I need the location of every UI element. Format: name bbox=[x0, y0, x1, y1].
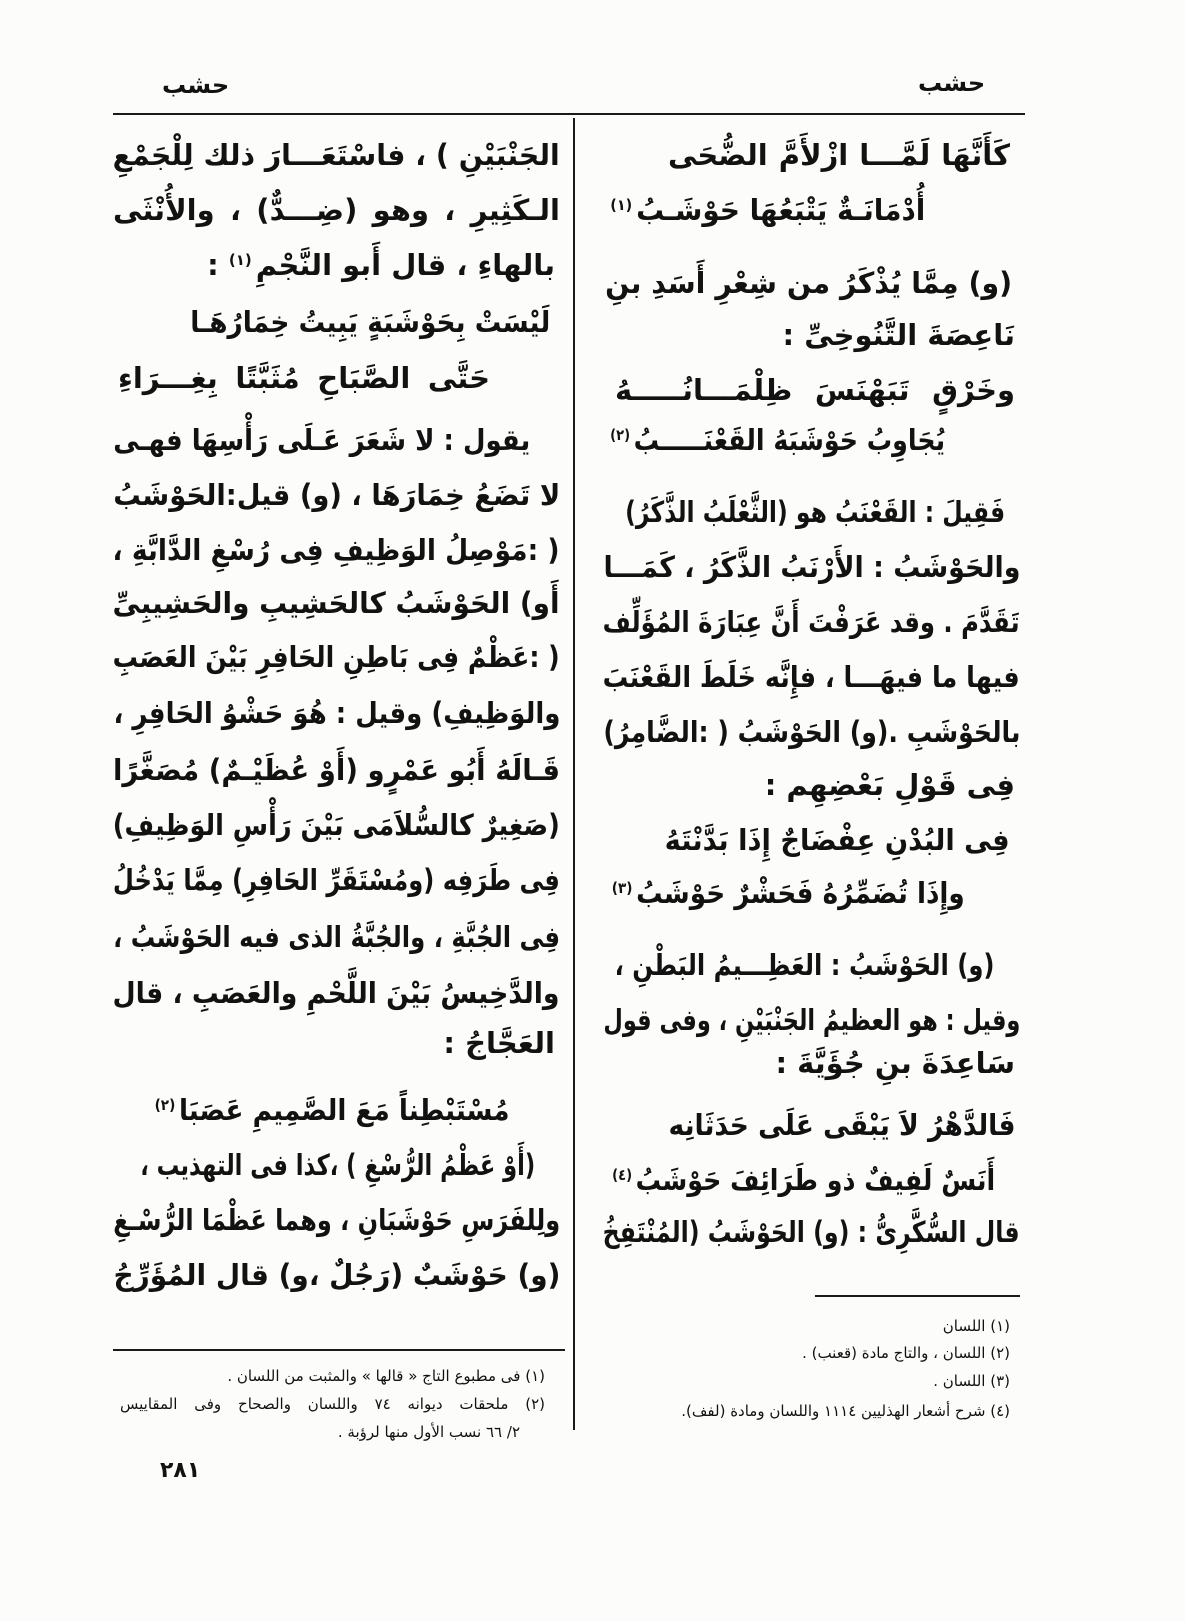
verse-line bbox=[113, 1083, 560, 1137]
line-text: فِى الجُبَّةِ ، والجُبَّةُ الذى فيه الحَوْشَبُ ، bbox=[113, 920, 560, 954]
line-text: وقيل : هو العظيمُ الجَنْبَيْنِ ، وفى قول bbox=[602, 1003, 1020, 1037]
footnote-text: ٢/ ٦٦ نسب الأول منها لرؤبة . bbox=[337, 1423, 520, 1441]
text-line bbox=[113, 183, 560, 237]
footnote-text: (٣) اللسان . bbox=[933, 1372, 1010, 1390]
line-content bbox=[113, 910, 560, 964]
footnote bbox=[113, 1420, 560, 1444]
text-line bbox=[113, 413, 560, 467]
line-text: فَالدَّهْرُ لاَ يَبْقَى عَلَى حَدَثَانِه bbox=[667, 1108, 1015, 1142]
text-line bbox=[603, 485, 1020, 539]
text-line bbox=[603, 256, 1020, 310]
text-line bbox=[113, 798, 560, 852]
line-content bbox=[113, 1248, 560, 1302]
line-text: حَتَّى الصَّبَاحِ مُثَبَّتًا بِغِـــرَاءِ bbox=[118, 361, 490, 395]
footnote bbox=[603, 1314, 1020, 1338]
footnote-marker: (١) bbox=[609, 196, 632, 214]
text-line bbox=[113, 686, 560, 740]
footnote-marker: (٣) bbox=[611, 879, 633, 897]
line-text: نَاعِصَةَ التَّنُوخِىِّ : bbox=[782, 318, 1015, 352]
footnote bbox=[603, 1369, 1020, 1393]
footnote-text: (١) فى مطبوع التاج « قالها » والمثبت من اللسان . bbox=[227, 1367, 545, 1385]
line-content bbox=[665, 813, 1010, 867]
line-content bbox=[113, 798, 560, 852]
text-line bbox=[113, 1016, 560, 1070]
line-text: فَقِيلَ : القَعْنَبُ هو (الثَّعْلَبُ الذَّكَرُ) bbox=[624, 495, 1005, 529]
text-line bbox=[603, 650, 1020, 704]
footnote-marker: (٢) bbox=[610, 426, 630, 444]
line-content bbox=[603, 705, 1020, 759]
verse-line bbox=[603, 363, 1020, 417]
footnote-text: (١) اللسان bbox=[942, 1317, 1010, 1335]
text-line bbox=[113, 576, 560, 630]
line-content bbox=[113, 523, 560, 577]
line-content bbox=[113, 743, 560, 797]
line-text: فيها ما فيهَـــا ، فإِنَّه خَلَطَ القَعْنَبَ bbox=[603, 660, 1020, 694]
text-line bbox=[113, 1138, 560, 1192]
text-line bbox=[113, 630, 560, 684]
line-content bbox=[113, 128, 560, 182]
line-text: فِى البُدْنِ عِفْضَاجٌ إِذَا بَدَّنْتَهُ bbox=[665, 823, 1010, 857]
line-text: قال السُّكَّرِىُّ : (و) الحَوْشَبُ (المُنْتَفِخُ bbox=[603, 1215, 1020, 1249]
text-line bbox=[603, 1205, 1020, 1259]
line-text: ولِلفَرَسِ حَوْشَبَانِ ، وهما عَظْمَا الرُّسْـغِ bbox=[113, 1203, 560, 1237]
footnote bbox=[603, 1341, 1020, 1365]
line-content bbox=[113, 468, 560, 522]
text-line bbox=[603, 1036, 1020, 1090]
line-content bbox=[603, 1205, 1020, 1259]
line-content bbox=[155, 1083, 510, 1137]
page-number: ٢٨١ bbox=[160, 1458, 201, 1483]
line-content bbox=[113, 966, 560, 1020]
line-text: (أَوْ عَظْمُ الرُّسْغِ ) ،كذا فى التهذيب ، bbox=[139, 1148, 535, 1182]
line-text: يقول : لا شَعَرَ عَـلَى رَأْسِهَا فهـى bbox=[113, 423, 530, 457]
line-content bbox=[603, 650, 1020, 704]
line-text: (صَغِيرٌ كالسُّلاَمَى بَيْنَ رَأْسِ الوَظِيفِ) bbox=[112, 808, 560, 842]
verse-line bbox=[603, 1153, 1020, 1207]
line-text: (و) الحَوْشَبُ : العَظِـــيمُ البَطْنِ ، bbox=[615, 948, 995, 982]
line-text: سَاعِدَةَ بنِ جُؤَيَّةَ : bbox=[775, 1046, 1015, 1080]
running-head-left: حشب bbox=[162, 71, 230, 99]
footnote bbox=[603, 1399, 1020, 1423]
line-text-tail: : bbox=[207, 248, 229, 282]
line-content bbox=[615, 938, 995, 992]
line-text: وإِذَا تُضَمِّرُهُ فَحَشْرٌ حَوْشَبُ bbox=[636, 876, 965, 910]
line-text: ( :مَوْصِلُ الوَظِيفِ فِى رُسْغِ الدَّابَّةِ ، bbox=[112, 533, 560, 567]
text-line bbox=[603, 758, 1020, 812]
line-content bbox=[603, 595, 1020, 649]
line-content bbox=[625, 485, 1005, 539]
line-content bbox=[775, 1036, 1015, 1090]
line-text: تَقَدَّمَ . وقد عَرَفْتَ أَنَّ عِبَارَةَ المُؤَلِّف bbox=[603, 605, 1020, 639]
footnote-text: (٢) اللسان ، والتاج مادة (قعنب) . bbox=[802, 1344, 1010, 1362]
line-content bbox=[668, 128, 1010, 182]
line-text: العَجَّاجُ : bbox=[443, 1026, 555, 1060]
text-line bbox=[113, 1193, 560, 1247]
verse-line bbox=[603, 128, 1020, 182]
text-line bbox=[603, 938, 1020, 992]
line-content bbox=[610, 413, 945, 467]
text-line bbox=[113, 1248, 560, 1302]
line-text: الـكَثِيرِ ، وهو (ضِـــدٌّ) ، والأُنْثَى bbox=[113, 193, 560, 227]
line-text: قَـالَهُ أَبُو عَمْرٍو (أَوْ عُظَيْـمٌ) مُصَغَّرًا bbox=[112, 753, 560, 787]
line-content bbox=[113, 853, 560, 907]
footnote-marker: (٢) bbox=[154, 1096, 176, 1114]
line-text: والدَّخِيسُ بَيْنَ اللَّحْمِ والعَصَبِ ، قال bbox=[112, 976, 560, 1010]
line-text: أَو) الحَوْشَبُ كالحَشِيبِ والحَشِيبِىِّ bbox=[112, 586, 560, 620]
line-text: لا تَضَعُ خِمَارَهَا ، (و) قيل:الحَوْشَبُ bbox=[113, 478, 560, 512]
line-text: مُسْتَبْطِناً مَعَ الصَّمِيمِ عَصَبَا bbox=[179, 1093, 510, 1127]
line-text: والوَظِيفِ) وقيل : هُوَ حَشْوُ الحَافِرِ ، bbox=[113, 696, 560, 730]
text-line bbox=[603, 540, 1020, 594]
line-content bbox=[113, 413, 530, 467]
line-content bbox=[190, 295, 550, 349]
left-column bbox=[113, 0, 560, 1621]
line-content bbox=[612, 1153, 995, 1207]
line-text: يُجَاوِبُ حَوْشَبَهُ القَعْنَـــــبُ bbox=[633, 423, 945, 457]
line-content bbox=[612, 866, 965, 920]
text-line bbox=[113, 910, 560, 964]
line-content bbox=[765, 758, 1015, 812]
right-column bbox=[603, 0, 1020, 1621]
footnote-text: (٢) ملحقات ديوانه ٧٤ واللسان والصحاح وفى المقاييس bbox=[120, 1395, 545, 1413]
line-content bbox=[140, 1138, 535, 1192]
footnote-marker: (١) bbox=[228, 251, 252, 269]
line-text: الجَنْبَيْنِ ) ، فاسْتَعَـــارَ ذلك لِلْجَمْعِ bbox=[112, 138, 560, 172]
line-text: ( :عَظْمٌ فِى بَاطِنِ الحَافِرِ بَيْنَ العَصَبِ bbox=[112, 640, 560, 674]
line-content bbox=[443, 1016, 555, 1070]
footnote bbox=[113, 1364, 560, 1388]
line-text: فِى طَرَفِه (ومُسْتَقَرِّ الحَافِرِ) مِمَّا يَدْخُلُ bbox=[112, 863, 560, 897]
line-text: أَنَسٌ لَفِيفٌ ذو طَرَائِفَ حَوْشَبُ bbox=[635, 1163, 995, 1197]
text-line bbox=[113, 523, 560, 577]
text-line bbox=[113, 966, 560, 1020]
line-content bbox=[668, 1098, 1015, 1152]
line-text: بالحَوْشَبِ .(و) الحَوْشَبُ ( :الضَّامِرُ) bbox=[602, 715, 1020, 749]
line-text: كَأَنَّهَا لَمَّـــا ازْلأَمَّ الضُّحَى bbox=[668, 138, 1010, 172]
verse-line bbox=[603, 183, 1020, 237]
verse-line bbox=[603, 813, 1020, 867]
line-text: فِى قَوْلِ بَعْضِهِم : bbox=[764, 768, 1015, 802]
text-line bbox=[113, 128, 560, 182]
line-text: أُدْمَانَـةٌ يَتْبَعُهَا حَوْشَـبُ bbox=[635, 193, 925, 227]
line-content bbox=[118, 351, 490, 405]
line-content bbox=[605, 256, 1012, 310]
footnote-marker: (٤) bbox=[612, 1166, 632, 1184]
line-content bbox=[113, 183, 560, 237]
line-content bbox=[615, 363, 1015, 417]
line-text: (و) مِمَّا يُذْكَرُ من شِعْرِ أَسَدِ بنِ bbox=[605, 266, 1012, 300]
text-line bbox=[603, 595, 1020, 649]
line-content bbox=[603, 540, 1020, 594]
text-line bbox=[603, 705, 1020, 759]
line-content bbox=[113, 630, 560, 684]
line-text: وخَرْقٍ تَبَهْنَسَ ظِلْمَـــانُـــــهُ bbox=[615, 373, 1015, 407]
text-line bbox=[603, 308, 1020, 362]
line-content bbox=[113, 686, 560, 740]
verse-line bbox=[113, 295, 560, 349]
footnote bbox=[113, 1392, 560, 1416]
line-text: لَيْسَتْ بِحَوْشَبَةٍ يَبِيتُ خِمَارُهَـا bbox=[190, 305, 550, 339]
verse-line bbox=[603, 866, 1020, 920]
text-line bbox=[113, 238, 560, 292]
line-content bbox=[783, 308, 1015, 362]
line-text: بالهاءِ ، قال أَبو النَّجْمِ bbox=[255, 248, 555, 282]
verse-line bbox=[603, 1098, 1020, 1152]
text-line bbox=[113, 743, 560, 797]
line-text: والحَوْشَبُ : الأَرْنَبُ الذَّكَرُ ، كَمَـــا bbox=[602, 550, 1020, 584]
text-line bbox=[113, 853, 560, 907]
line-content bbox=[207, 238, 555, 292]
verse-line bbox=[113, 351, 560, 405]
verse-line bbox=[603, 413, 1020, 467]
line-content bbox=[610, 183, 925, 237]
running-head-right: حشب bbox=[918, 69, 986, 97]
footnote-text: (٤) شرح أشعار الهذليين ١١١٤ واللسان ومادة (لفف). bbox=[681, 1402, 1010, 1420]
line-content bbox=[113, 576, 560, 630]
line-text: (و) حَوْشَبٌ (رَجُلٌ ،و) قال المُؤَرِّجُ bbox=[113, 1258, 560, 1292]
line-content bbox=[113, 1193, 560, 1247]
text-line bbox=[113, 468, 560, 522]
